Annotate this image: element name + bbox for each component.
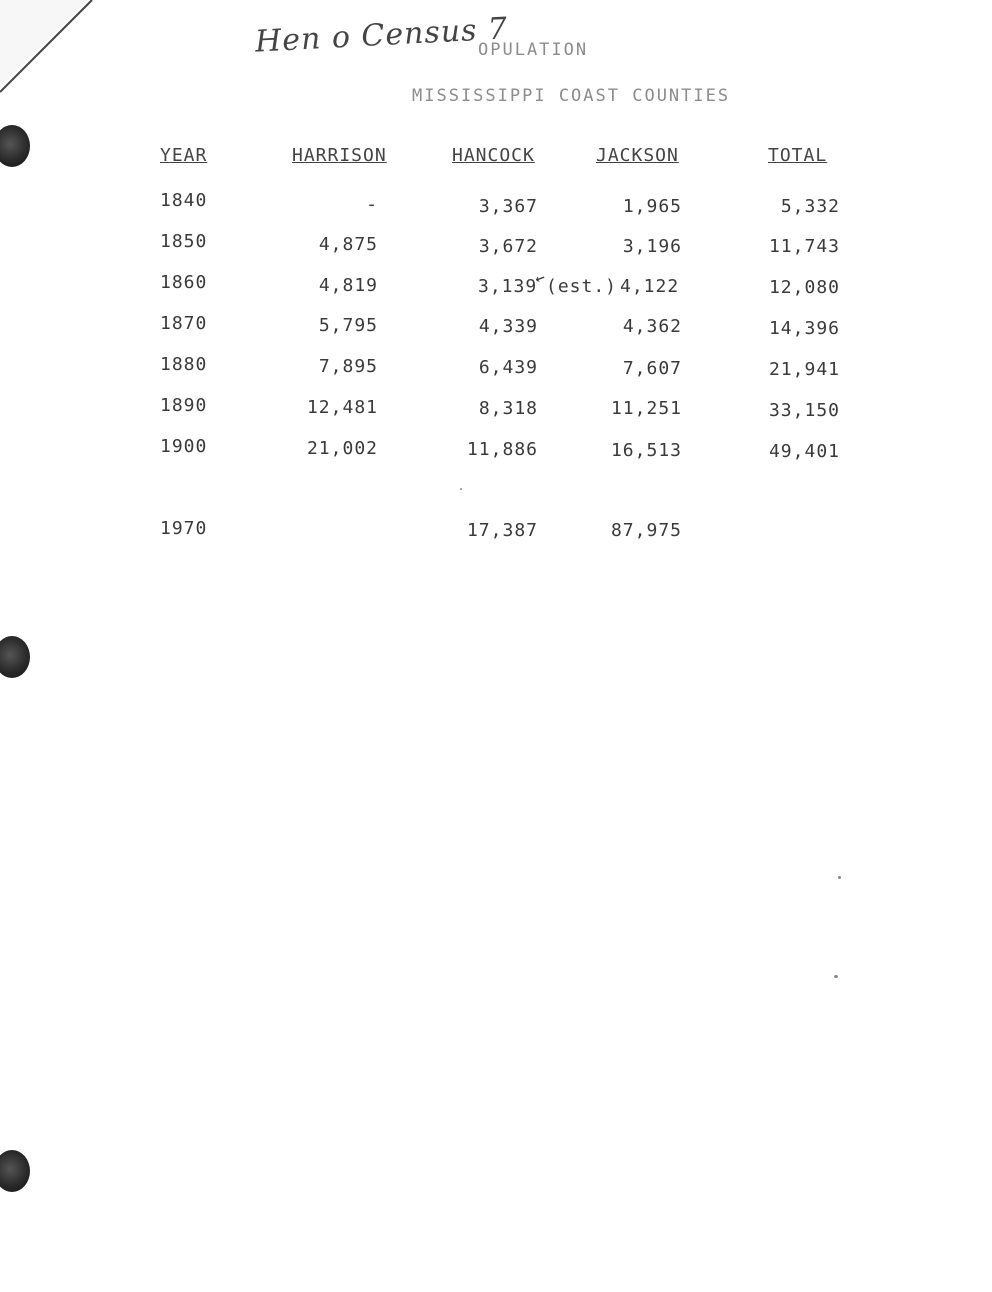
- cell-year: 1840: [160, 190, 208, 211]
- column-header-hancock: HANCOCK: [452, 145, 535, 166]
- cell-harrison: -: [366, 194, 378, 215]
- cell-year: 1880: [160, 354, 208, 375]
- cell-hancock: 4,339: [478, 316, 538, 337]
- cell-jackson: 87,975: [610, 520, 682, 541]
- cell-jackson: 1,965: [622, 196, 682, 217]
- ink-speck: [834, 975, 838, 978]
- cell-jackson: 4,362: [622, 316, 682, 337]
- cell-harrison: 4,875: [318, 234, 378, 255]
- cell-year: 1850: [160, 231, 208, 252]
- punch-hole-middle: [0, 636, 30, 678]
- cell-total: 5,332: [780, 196, 840, 217]
- cell-year: 1900: [160, 436, 208, 457]
- cell-total: 49,401: [768, 441, 840, 462]
- punch-hole-bottom: [0, 1150, 30, 1192]
- cell-year: 1970: [160, 518, 208, 539]
- cell-hancock: 11,886: [466, 439, 538, 460]
- cell-harrison: 4,819: [318, 275, 378, 296]
- cell-harrison: 7,895: [318, 356, 378, 377]
- heading-population: OPULATION: [478, 40, 589, 60]
- corner-fold-mark: [0, 0, 100, 100]
- cell-hancock: 8,318: [478, 398, 538, 419]
- column-header-year: YEAR: [160, 145, 208, 166]
- cell-harrison: 21,002: [306, 438, 378, 459]
- cell-total: 11,743: [768, 236, 840, 257]
- cell-hancock: 3,367: [478, 196, 538, 217]
- cell-total: 14,396: [768, 318, 840, 339]
- cell-total: 33,150: [768, 400, 840, 421]
- ink-speck: [460, 488, 462, 490]
- cell-jackson: 7,607: [622, 358, 682, 379]
- cell-jackson: 16,513: [610, 440, 682, 461]
- cell-hancock: 6,439: [478, 357, 538, 378]
- column-header-total: TOTAL: [768, 145, 828, 166]
- cell-hancock: 3,139: [478, 276, 538, 297]
- cell-hancock: 17,387: [466, 520, 538, 541]
- cell-hancock: 3,672: [478, 236, 538, 257]
- punch-hole-top: [0, 125, 30, 167]
- cell-harrison: 12,481: [306, 397, 378, 418]
- heading-coast-counties: MISSISSIPPI COAST COUNTIES: [412, 86, 731, 106]
- cell-jackson: 3,196: [622, 236, 682, 257]
- ink-speck: [838, 876, 841, 879]
- column-header-jackson: JACKSON: [596, 145, 679, 166]
- cell-year: 1890: [160, 395, 208, 416]
- cell-jackson: 11,251: [610, 398, 682, 419]
- handwritten-note: Hen o Census 7: [254, 11, 509, 60]
- column-header-harrison: HARRISON: [292, 145, 387, 166]
- cell-total: 12,080: [768, 277, 840, 298]
- cell-total: 21,941: [768, 359, 840, 380]
- cell-jackson: 4,122: [620, 276, 680, 297]
- cell-harrison: 5,795: [318, 315, 378, 336]
- handwritten-arrow-mark: ←: [532, 266, 548, 289]
- cell-year: 1870: [160, 313, 208, 334]
- cell-year: 1860: [160, 272, 208, 293]
- cell-hancock-note: (est.): [546, 276, 618, 297]
